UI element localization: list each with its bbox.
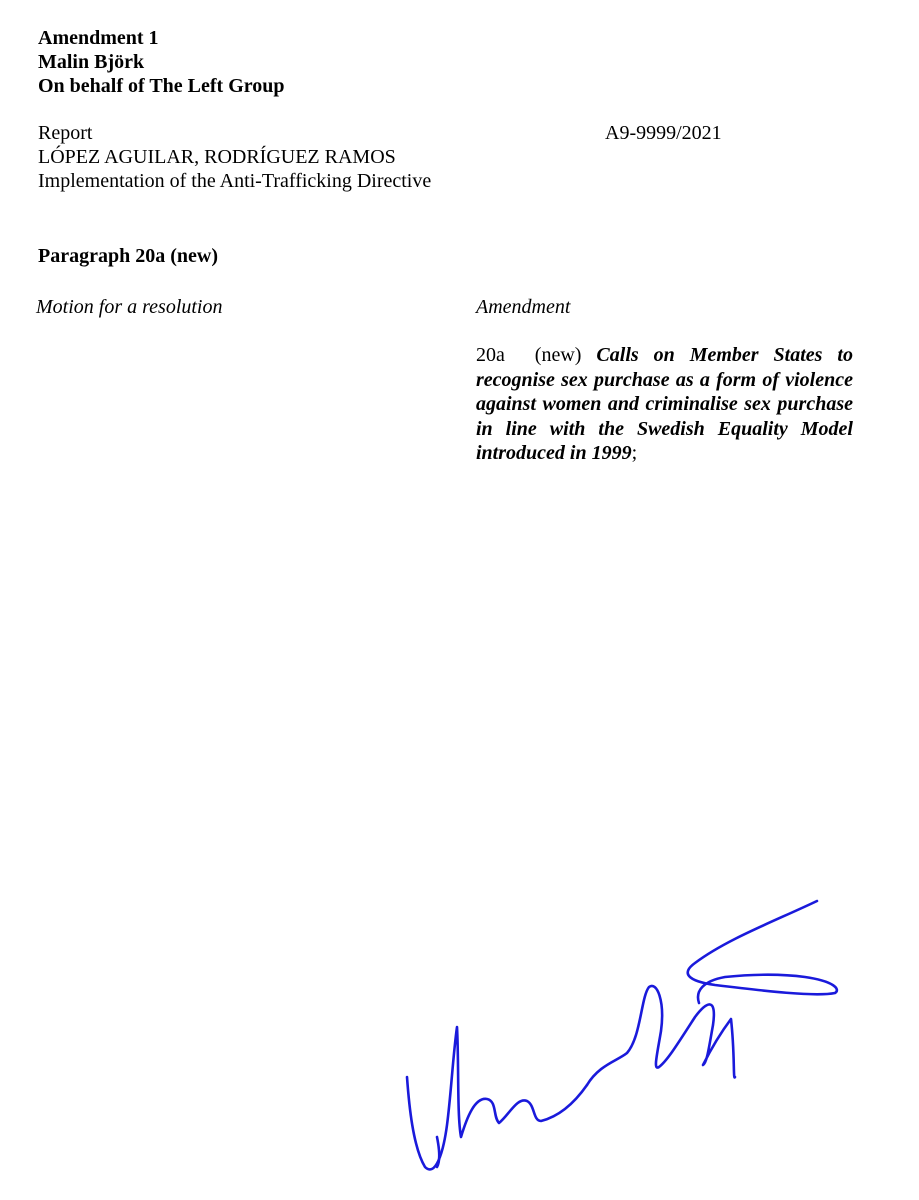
signature-stroke-3 [688, 901, 837, 1003]
amendment-text [476, 343, 853, 466]
author-name: Malin Björk [38, 51, 145, 73]
signature [395, 885, 855, 1185]
paragraph-heading: Paragraph 20a (new) [38, 245, 218, 267]
amendment-body: Calls on Member States to recognise sex purchase as a form of violence against women and criminalise sex purchase in line with the Swedish Equality Model introduced in 1999 [476, 344, 853, 464]
report-rapporteurs: LÓPEZ AGUILAR, RODRÍGUEZ RAMOS [38, 146, 396, 168]
report-reference: A9-9999/2021 [605, 122, 722, 144]
signature-stroke-4 [437, 1137, 439, 1167]
signature-stroke-1 [407, 1027, 587, 1169]
signature-stroke-2 [587, 986, 735, 1085]
motion-column-heading: Motion for a resolution [36, 296, 223, 318]
amendment-suffix: ; [631, 442, 638, 464]
amendment-column-heading: Amendment [476, 296, 571, 318]
report-label: Report [38, 122, 93, 144]
amendment-number: Amendment 1 [38, 27, 159, 49]
amendment-header [38, 26, 285, 98]
report-info [38, 121, 431, 193]
political-group: On behalf of The Left Group [38, 75, 285, 97]
amendment-prefix: 20a (new) [476, 344, 597, 366]
report-title: Implementation of the Anti-Trafficking Directive [38, 170, 432, 192]
